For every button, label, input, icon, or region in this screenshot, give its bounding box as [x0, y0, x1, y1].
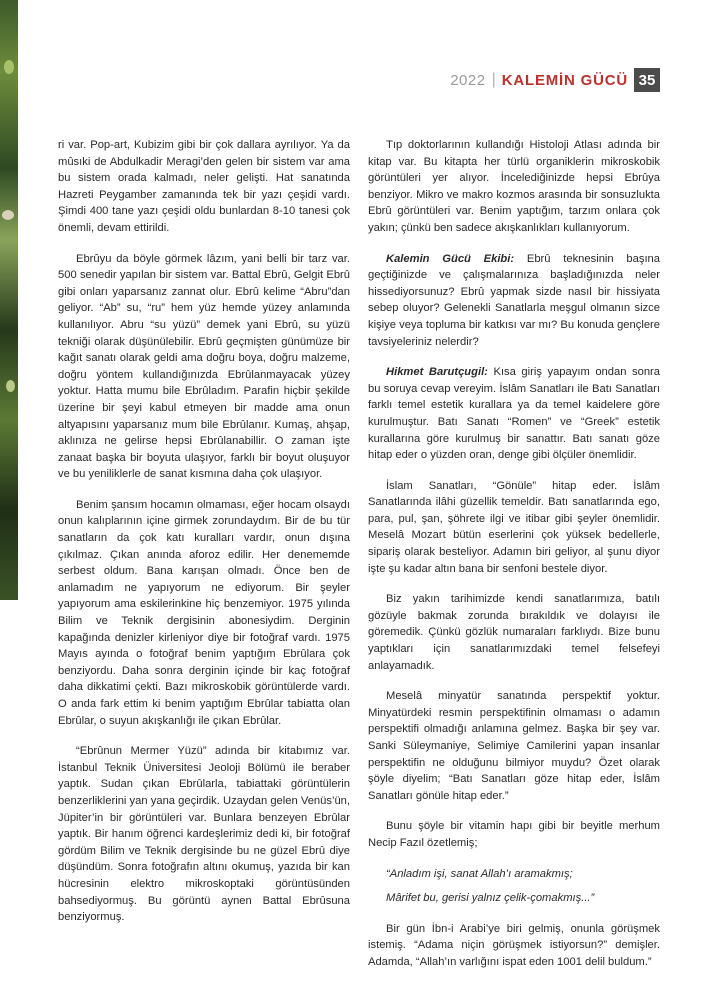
paragraph: İslam Sanatları, “Gönüle” hitap eder. İslâm Sanatlarında ilâhi güzellik temeldir. Batı sanatlarında ego, para, pul, şan, şöhrete ilgi ve itibar gibi şeyler önemlidir. Meselâ Mozart bütün eserlerini çok yüksek bedellerle, sipariş olarak besteliyor. Adamın biri geliyor, al şunu diyor işte şu kadar altın bana bir senfoni bestele diyor.	[368, 479, 660, 575]
left-column	[58, 137, 350, 940]
magazine-title: KALEMİN GÜCÜ	[501, 71, 628, 89]
right-column	[368, 137, 660, 985]
speaker-name: Kalemin Gücü Ekibi:	[386, 252, 515, 265]
speaker-name: Hikmet Barutçugil:	[386, 366, 488, 379]
paragraph: Meselâ minyatür sanatında perspektif yoktur. Minyatürdeki resmin perspektifinin olmaması o adamın perspektifi olmadığı anlamına gelmez. Başka bir şey var. Sanki Süleymaniye, Selimiye Camilerini yapan insanlar perspektifin ne olduğunu bilmiyor muydu? Özet olarak şöyle diyelim; “Batı Sanatları göze hitap eder, İslâm Sanatları gönüle hitap eder.”	[368, 690, 660, 802]
paragraph: Tıp doktorlarının kullandığı Histoloji Atlası adında bir kitap var. Bu kitapta her türlü organiklerin mikroskobik görüntüleri yer alıyor. İncelediğinizde hepsi Ebrûya benziyor. Mikro ve makro kozmos arasında bir sonsuzlukta Ebrû görüntüleri var. Benim yaptığım, tarzım onlara çok yakın; çünkü ben sadece akışkanlıkları kullanıyorum.	[368, 139, 660, 234]
photo-detail	[2, 210, 14, 220]
page-number: 35	[634, 68, 660, 92]
answer-text: Kısa giriş yapayım ondan sonra bu soruya cevap vereyim. İslâm Sanatları ile Batı Sanatları farklı temel estetik kurallara ya da temel kaidelere göre kurulmuştur. Batı Sanatı “Romen” ve “Greek” estetik kurallarına göre kurulmuş bir sanattır. Batı sanatı göze hitap eder o yüzden oran, denge gibi ölçüler önemlidir.	[368, 366, 660, 462]
paragraph: Ebrûyu da böyle görmek lâzım, yani belli bir tarz var. 500 senedir yapılan bir sistem var. Battal Ebrû, Gelgit Ebrû gibi onları yaparsanız zannat olur. Ebrû kelime “Abru”dan geliyor. “Ab” su, “ru” hem yüz hemde yüzey anlamında kullanılıyor. Abru “su yüzü” demek yani Ebrû, su yüzü tekniği olarak düşünülebilir. Ebrû geçmişten günümüze bir kağıt sanatı olarak geldi ama doğru boya, doğru malzeme, doğru yöntem kullandığınızda Ebrûlanmayacak yüzey yoktur. Hatta mumu bile Ebrûladım. Parafin hiçbir şekilde üzerine bir şeyi kabul etmeyen bir madde ama onun altyapısını yaparsanız mum bile Ebrûlanır. Kumaş, ahşap, aklınıza ne gelirse hepsi Ebrûlanabillir. O zaman işte zanaat başka bir boyuta ulaşıyor, farklı bir boyut oluşuyor ve bu yeniliklerle de sanat kısmına daha çok ulaşıyor.	[58, 252, 350, 481]
photo-detail	[4, 60, 14, 74]
photo-detail	[6, 380, 15, 392]
issue-year: 2022	[450, 71, 486, 89]
paragraph: Bir gün İbn-i Arabi’ye biri gelmiş, onunla görüşmek istemiş. “Adama niçin görüşmek istiyorsun?” demişler. Adamda, “Allah’ın varlığını ispat eden 1001 delil buldum.”	[368, 922, 660, 968]
poem-line: Mârifet bu, gerisi yalnız çelik-çomakmış...”	[386, 892, 595, 905]
header-separator: |	[491, 71, 496, 88]
paragraph: ri var. Pop-art, Kubizim gibi bir çok dallara ayrılıyor. Ya da mûsıki de Abdulkadir Meragi’den gelen bir sistem var ama bu sistem orada kalmadı, neler gelişti. Hat sanatında Hazreti Peygamber zamanında tek bir yazı çeşidi vardı. Şimdi 400 tane yazı çeşidi oldu bunlardan 8-10 tanesi çok önemli, devam ettirildi.	[58, 139, 350, 234]
edge-photo	[0, 0, 18, 600]
paragraph: Bunu şöyle bir vitamin hapı gibi bir beyitle merhum Necip Fazıl özetlemiş;	[368, 820, 660, 849]
question-text: Ebrû teknesinin başına geçtiğinizde ve çalışmalarınıza başladığınızda neler hissediyorsunuz? Ebrû yapmak sizde nasıl bir hissiyata sebep oluyor? Gelenekli Sanatlarla meşgul olmanın sizce kişiye veya topluma bir katkısı var mı? Bu konuda gençlere tavsiyeleriniz nelerdir?	[368, 252, 660, 348]
page-header	[450, 68, 660, 92]
paragraph: “Ebrûnun Mermer Yüzü” adında bir kitabımız var. İstanbul Teknik Üniversitesi Jeoloji Bölümü ile beraber yaptık. Sudan çıkan Ebrûlarla, tabiattaki görüntülerin benzerliklerini yan yana geçirdik. Uzaydan gelen Venüs’ün, Jüpiter’in bir görüntüleri var. Bunlara benzeyen Ebrûlar yaptık. Bir hanım öğrenci kardeşlerimiz dedi ki, bir fotoğraf gördüm Bilim ve Teknik dergisinde bu ne güzel Ebrû diye düşündüm. Sonra fotoğrafın altını okumuş, yazıda bir kan hücresinin elektro mikroskoptaki görüntüsünden bahsediyormuş. Bu görüntü aynen Battal Ebrûsuna benziyormuş.	[58, 745, 350, 924]
interview-question	[368, 251, 660, 351]
poem-line: “Anladım işi, sanat Allah’ı aramakmış;	[386, 867, 573, 880]
paragraph: Biz yakın tarihimizde kendi sanatlarımıza, batılı gözüyle bakmak zorunda bırakıldık ve dolayısı ile göremedik. Çünkü gözlük numaraları farklıydı. Bize bunu yaptıkları için sanatlarımızdaki temel felsefeyi anlayamadık.	[368, 593, 660, 672]
interview-answer	[368, 364, 660, 464]
paragraph: Benim şansım hocamın olmaması, eğer hocam olsaydı onun kalıplarının içine girmek zorundaydım. Bir de bu tür sanatların da çok katı kuralları vardır, onun dışına çıkılmaz. Çıkan anında aforoz edilir. Her denememde serbest oldum. Bana karışan olmadı. Önce ben de anlamadım ne yapıyorum ne ediyorum. Bir şeyler yapıyorum ama eskilerinkine hiç benzemiyor. 1975 yılında Bilim ve Teknik dergisinin abonesiydim. Derginin kapağında denizler kirleniyor diye bir fotoğraf vardı. 1975 Mayıs ayında o fotoğraf benim yaptığım Ebrûlara çok benziyordu. Daha sonra derginin içinde bir kaç fotoğraf daha dikkatimi çekti. Bazı mikroskobik görüntülerde vardı. O anda fark ettim ki benim yaptığım Ebrûlar tabiatta olan Ebrûlar, o suyun akışkanlığı ile çıkan Ebrûlar.	[58, 498, 350, 727]
